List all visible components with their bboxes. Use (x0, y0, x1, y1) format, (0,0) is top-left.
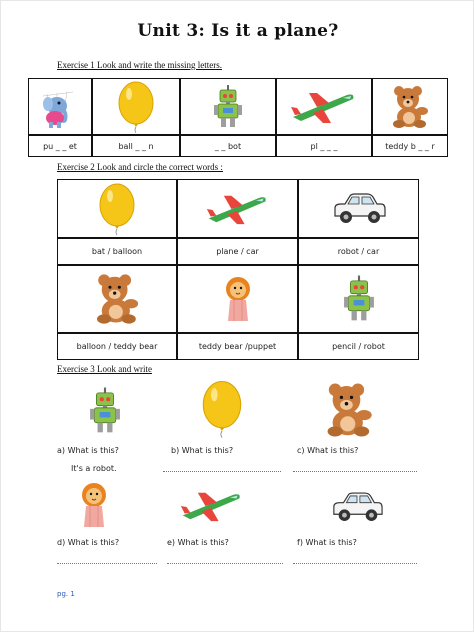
ex3-answer-line-f[interactable] (293, 563, 417, 564)
ex1-cell-puppet (28, 78, 92, 135)
ex3-question-a: a) What is this? (57, 446, 119, 455)
ex2-caption-1: bat / balloon (57, 238, 177, 265)
ex2-cell-plane (177, 179, 298, 238)
plane-icon (289, 87, 359, 127)
ex2-cell-balloon (57, 179, 177, 238)
robot-icon (343, 273, 375, 325)
ex1-caption-4: pl _ _ _ (276, 135, 372, 157)
exercise3-heading: Exercise 3 Look and write (57, 364, 152, 374)
elephant-puppet-icon (37, 84, 83, 130)
ex1-caption-5: teddy b _ _ r (372, 135, 448, 157)
plane-icon (179, 485, 245, 527)
ex2-caption-2: plane / car (177, 238, 298, 265)
car-icon (331, 192, 387, 226)
ex2-caption-6: pencil / robot (298, 333, 419, 360)
plane-icon (205, 190, 271, 228)
ex3-answer-line-c[interactable] (293, 471, 417, 472)
ex2-cell-teddy (57, 265, 177, 333)
ex1-caption-2: ball _ _ n (92, 135, 180, 157)
ex3-question-c: c) What is this? (297, 446, 359, 455)
ex2-cell-robot (298, 265, 419, 333)
exercise2-heading: Exercise 2 Look and circle the correct words : (57, 162, 223, 172)
robot-icon (89, 385, 121, 437)
balloon-icon (200, 380, 244, 438)
ex3-answer-a: It's a robot. (71, 464, 117, 473)
ex2-cell-car (298, 179, 419, 238)
ex3-answer-line-b[interactable] (163, 471, 281, 472)
ex3-question-f: f) What is this? (297, 538, 357, 547)
ex2-caption-3: robot / car (298, 238, 419, 265)
ex2-cell-lion (177, 265, 298, 333)
lion-puppet-icon (222, 276, 254, 322)
page-number: pg. 1 (57, 590, 75, 598)
ex1-cell-robot (180, 78, 276, 135)
ex3-question-b: b) What is this? (171, 446, 234, 455)
ex1-caption-3: _ _ bot (180, 135, 276, 157)
ex3-question-e: e) What is this? (167, 538, 229, 547)
car-icon (330, 491, 384, 524)
exercise1-heading: Exercise 1 Look and write the missing letters. (57, 60, 222, 70)
ex3-question-d: d) What is this? (57, 538, 120, 547)
ex1-cell-balloon (92, 78, 180, 135)
ex1-cell-teddy (372, 78, 448, 135)
teddy-bear-icon (322, 381, 376, 439)
robot-icon (213, 84, 243, 130)
page-title: Unit 3: Is it a plane? (137, 21, 339, 41)
ex2-caption-4: balloon / teddy bear (57, 333, 177, 360)
balloon-icon (97, 182, 137, 236)
ex3-answer-line-d[interactable] (57, 563, 157, 564)
ex1-caption-1: pu _ _ et (28, 135, 92, 157)
ex2-caption-5: teddy bear /puppet (177, 333, 298, 360)
teddy-bear-icon (92, 272, 142, 326)
ex1-cell-plane (276, 78, 372, 135)
lion-puppet-icon (78, 482, 110, 528)
balloon-icon (116, 81, 156, 133)
ex3-answer-line-e[interactable] (167, 563, 283, 564)
teddy-bear-icon (389, 84, 431, 130)
